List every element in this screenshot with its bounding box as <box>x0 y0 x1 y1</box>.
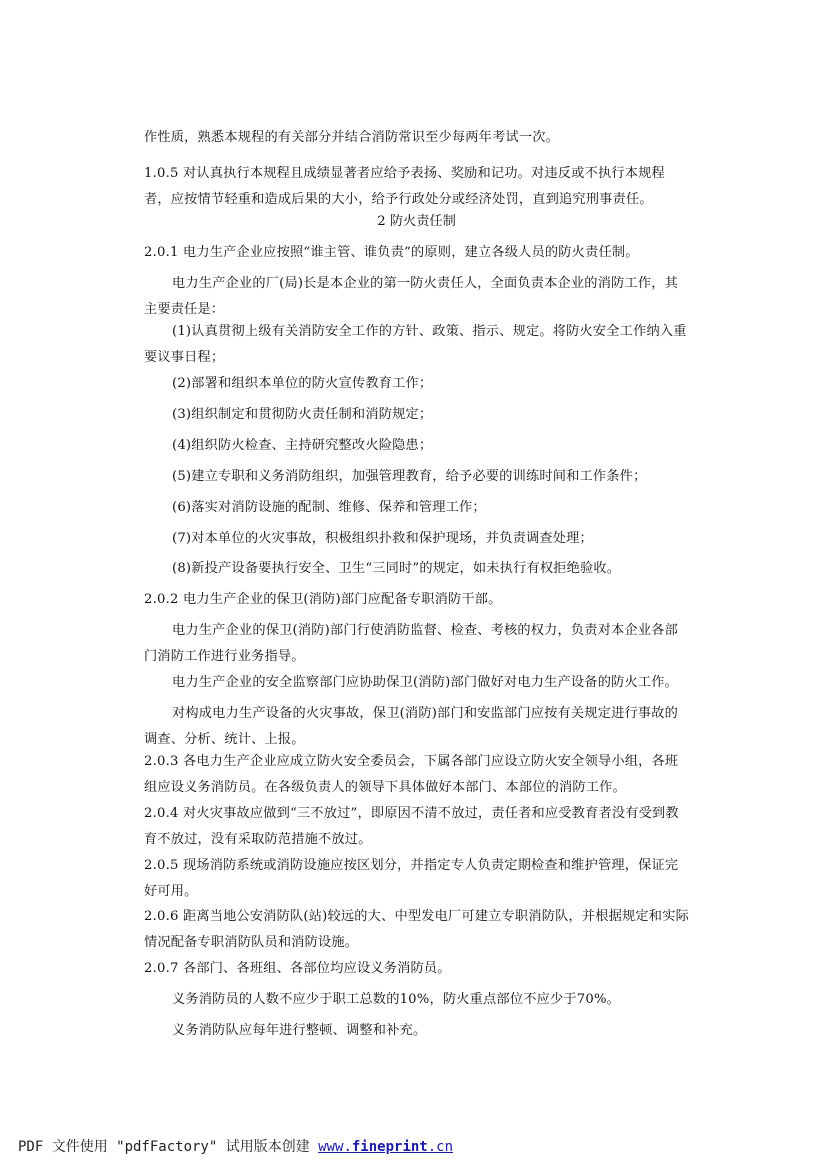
section-heading: 2 防火责任制 <box>377 214 456 229</box>
clause-2-0-7: 2.0.7 各部门、各班组、各部位均应设义务消防员。 <box>144 961 451 976</box>
list-item: (1)认真贯彻上级有关消防安全工作的方针、政策、指示、规定。将防火安全工作纳入重要议事日程； <box>144 324 687 365</box>
clause-1-0-5: 1.0.5 对认真执行本规程且成绩显著者应给予表扬、奖励和记功。对违反或不执行本规程者，应按情节轻重和造成后果的大小，给予行政处分或经济处罚，直到追究刑事责任。 <box>144 166 665 207</box>
paragraph: 电力生产企业的安全监察部门应协助保卫(消防)部门做好对电力生产设备的防火工作。 <box>172 675 679 690</box>
list-item: (7)对本单位的火灾事故，积极组织扑救和保护现场，并负责调查处理； <box>172 531 593 546</box>
clause-2-0-5: 2.0.5 现场消防系统或消防设施应按区划分，并指定专人负责定期检查和维护管理，保证完好可用。 <box>144 858 679 899</box>
clause-2-0-2: 2.0.2 电力生产企业的保卫(消防)部门应配备专职消防干部。 <box>144 592 502 607</box>
list-item: (5)建立专职和义务消防组织，加强管理教育，给予必要的训练时间和工作条件； <box>172 469 647 484</box>
paragraph: 义务消防队应每年进行整顿、调整和补充。 <box>172 1023 427 1038</box>
list-item: (3)组织制定和贯彻防火责任制和消防规定； <box>172 407 433 422</box>
clause-2-0-1: 2.0.1 电力生产企业应按照“谁主管、谁负责”的原则，建立各级人员的防火责任制。 <box>144 245 639 260</box>
paragraph: 作性质，熟悉本规程的有关部分并结合消防常识至少每两年考试一次。 <box>144 130 560 145</box>
clause-2-0-4: 2.0.4 对火灾事故应做到“三不放过”，即原因不清不放过，责任者和应受教育者没有受到教育不放过，没有采取防范措施不放过。 <box>144 806 679 847</box>
clause-2-0-6: 2.0.6 距离当地公安消防队(站)较远的大、中型发电厂可建立专职消防队，并根据规定和实际情况配备专职消防队员和消防设施。 <box>144 909 689 950</box>
list-item: (4)组织防火检查、主持研究整改火险隐患； <box>172 438 433 453</box>
clause-2-0-3: 2.0.3 各电力生产企业应成立防火安全委员会，下属各部门应设立防火安全领导小组，各班组应设义务消防员。在各级负责人的领导下具体做好本部门、本部位的消防工作。 <box>144 754 679 795</box>
list-item: (8)新投产设备要执行安全、卫生“三同时”的规定，如未执行有权拒绝验收。 <box>172 561 621 576</box>
list-item: (2)部署和组织本单位的防火宣传教育工作； <box>172 376 433 391</box>
paragraph: 对构成电力生产设备的火灾事故，保卫(消防)部门和安监部门应按有关规定进行事故的调查、分析、统计、上报。 <box>144 706 679 747</box>
paragraph: 电力生产企业的保卫(消防)部门行使消防监督、检查、考核的权力，负责对本企业各部门消防工作进行业务指导。 <box>144 623 679 664</box>
list-item: (6)落实对消防设施的配制、维修、保养和管理工作； <box>172 500 486 515</box>
footer-text: PDF 文件使用 "pdfFactory" 试用版本创建 <box>18 1139 319 1155</box>
paragraph: 义务消防员的人数不应少于职工总数的10%，防火重点部位不应少于70%。 <box>172 992 621 1007</box>
fineprint-link[interactable]: www.fineprint.cn <box>318 1139 454 1155</box>
paragraph: 电力生产企业的厂(局)长是本企业的第一防火责任人，全面负责本企业的消防工作，其主要责任是： <box>144 276 679 317</box>
pdf-footer <box>18 1136 453 1156</box>
